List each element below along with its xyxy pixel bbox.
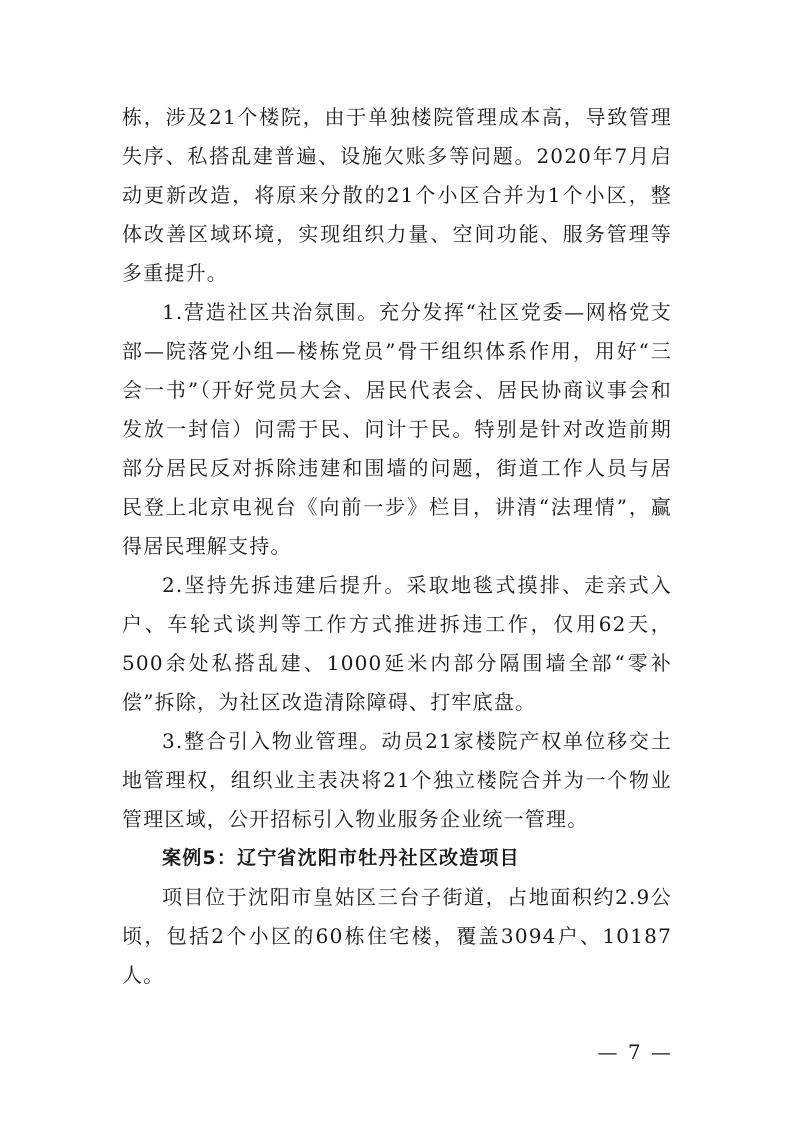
body-text	[122, 98, 672, 995]
page-number: — 7 —	[597, 1040, 673, 1064]
paragraph-item-1: 1.营造社区共治氛围。充分发挥“社区党委—网格党支部—院落党小组—楼栋党员”骨干组织体系作用，用好“三会一书”（开好党员大会、居民代表会、居民协商议事会和发放一封信）问需于民、问计于民。特别是针对改造前期部分居民反对拆除违建和围墙的问题，街道工作人员与居民登上北京电视台《向前一步》栏目，讲清“法理情”，赢得居民理解支持。	[122, 300, 672, 558]
paragraph-continuation: 栋，涉及21个楼院，由于单独楼院管理成本高，导致管理失序、私搭乱建普遍、设施欠账多等问题。2020年7月启动更新改造，将原来分散的21个小区合并为1个小区，整体改善区域环境，实现组织力量、空间功能、服务管理等多重提升。	[122, 105, 672, 285]
paragraph-case-5: 项目位于沈阳市皇姑区三台子街道，占地面积约2.9公顷，包括2个小区的60栋住宅楼，覆盖3094户、10187人。	[122, 885, 672, 987]
case-heading: 案例5：辽宁省沈阳市牡丹社区改造项目	[162, 847, 520, 869]
paragraph-item-2: 2.坚持先拆违建后提升。采取地毯式摸排、走亲式入户、车轮式谈判等工作方式推进拆违工作，仅用62天，500余处私搭乱建、1000延米内部分隔围墙全部“零补偿”拆除，为社区改造清除障碍、打牢底盘。	[122, 573, 672, 714]
paragraph-item-3: 3.整合引入物业管理。动员21家楼院产权单位移交土地管理权，组织业主表决将21个独立楼院合并为一个物业管理区域，公开招标引入物业服务企业统一管理。	[122, 729, 672, 831]
